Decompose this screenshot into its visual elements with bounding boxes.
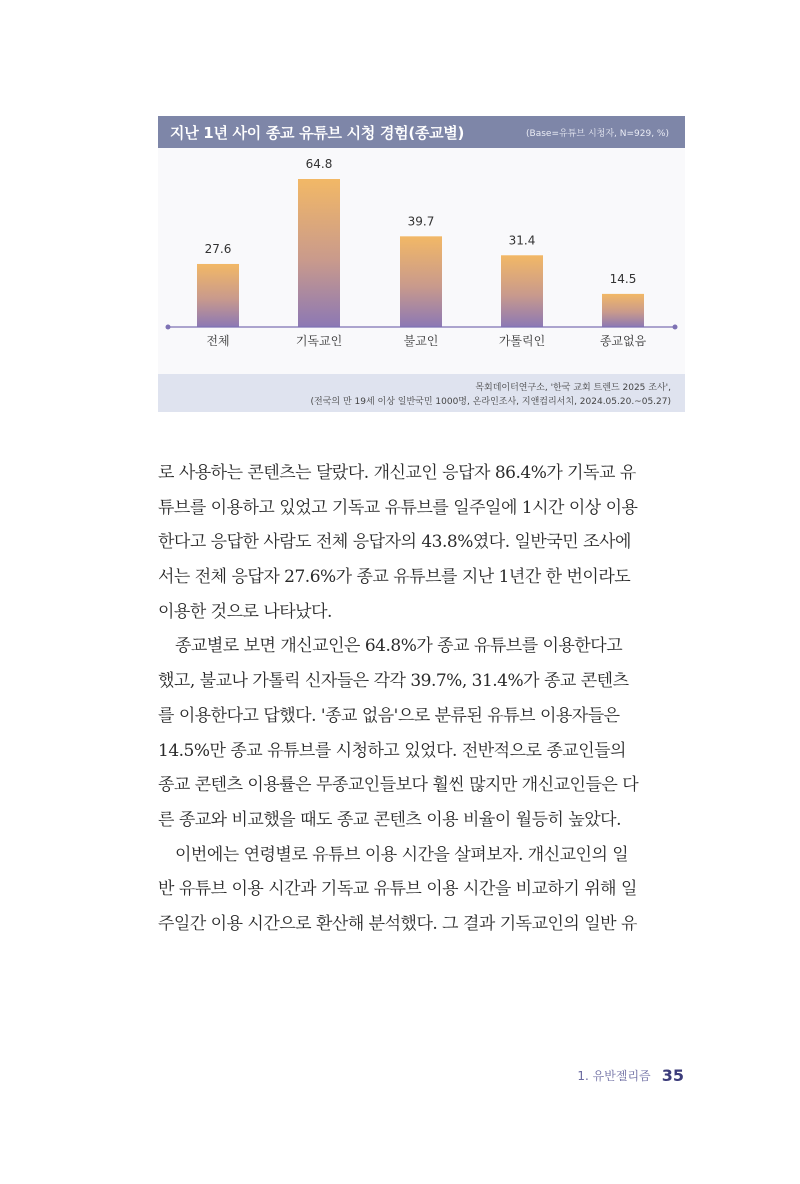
body-line: 를 이용한다고 답했다. '종교 없음'으로 분류된 유튜브 이용자들은 <box>158 705 620 726</box>
body-line: 튜브를 이용하고 있었고 기독교 유튜브를 일주일에 1시간 이상 이용 <box>158 497 638 518</box>
category-label: 기독교인 <box>295 334 343 348</box>
category-label: 불교인 <box>403 334 439 348</box>
axis-start-dot <box>166 325 171 330</box>
axis-end-dot <box>673 325 678 330</box>
body-line: 14.5%만 종교 유튜브를 시청하고 있었다. 전반적으로 종교인들의 <box>158 740 626 761</box>
bar-value-label: 64.8 <box>305 157 333 171</box>
body-line: 로 사용하는 콘텐츠는 달랐다. 개신교인 응답자 86.4%가 기독교 유 <box>158 463 636 483</box>
page-number: 35 <box>661 1066 684 1085</box>
footer-section-title: 1. 유반젤리즘 <box>577 1069 651 1083</box>
chart-figure <box>158 116 685 412</box>
body-line: 한다고 응답한 사람도 전체 응답자의 43.8%였다. 일반국민 조사에 <box>158 532 631 553</box>
chart-plot-area <box>158 148 685 374</box>
bar-5 <box>602 294 644 327</box>
bar-3 <box>400 236 442 327</box>
bar-value-label: 27.6 <box>204 241 232 256</box>
bar-4 <box>501 255 543 327</box>
bar-1 <box>197 264 239 327</box>
bar-chart <box>158 148 685 374</box>
page-footer <box>577 1065 684 1085</box>
body-line: 종교별로 보면 개신교인은 64.8%가 종교 유튜브를 이용한다고 <box>175 636 623 657</box>
category-label: 가톨릭인 <box>498 334 546 348</box>
bar-value-label: 39.7 <box>407 214 435 229</box>
category-label: 종교없음 <box>599 334 647 348</box>
chart-source-line-2: (전국의 만 19세 이상 일반국민 1000명, 온라인조사, 지앤컴리서치, 2024.05.20.~05.27) <box>310 397 671 407</box>
body-line: 이번에는 연령별로 유튜브 이용 시간을 살펴보자. 개신교인의 일 <box>175 844 629 865</box>
body-line: 서는 전체 응답자 27.6%가 종교 유튜브를 지난 1년간 한 번이라도 <box>158 567 631 588</box>
category-label: 전체 <box>206 334 230 348</box>
body-line: 반 유튜브 이용 시간과 기독교 유튜브 이용 시간을 비교하기 위해 일 <box>158 879 637 900</box>
bar-value-label: 31.4 <box>508 233 536 248</box>
chart-header <box>158 116 685 148</box>
body-line: 주일간 이용 시간으로 환산해 분석했다. 그 결과 기독교인의 일반 유 <box>158 913 637 934</box>
chart-title: 지난 1년 사이 종교 유튜브 시청 경험(종교별) <box>170 124 465 142</box>
chart-base-note: (Base=유튜브 시청자, N=929, %) <box>526 129 669 139</box>
body-line: 이용한 것으로 나타났다. <box>158 601 332 622</box>
body-line: 른 종교와 비교했을 때도 종교 콘텐츠 이용 비율이 월등히 높았다. <box>158 809 622 830</box>
bar-value-label: 14.5 <box>609 271 637 286</box>
body-text <box>158 456 686 942</box>
body-line: 종교 콘텐츠 이용률은 무종교인들보다 훨씬 많지만 개신교인들은 다 <box>158 775 639 796</box>
body-line: 했고, 불교나 가톨릭 신자들은 각각 39.7%, 31.4%가 종교 콘텐츠 <box>158 671 629 692</box>
chart-source-box <box>158 374 685 412</box>
chart-source-line-1: 목회데이터연구소, '한국 교회 트렌드 2025 조사', <box>475 383 671 393</box>
bar-2 <box>298 179 340 327</box>
